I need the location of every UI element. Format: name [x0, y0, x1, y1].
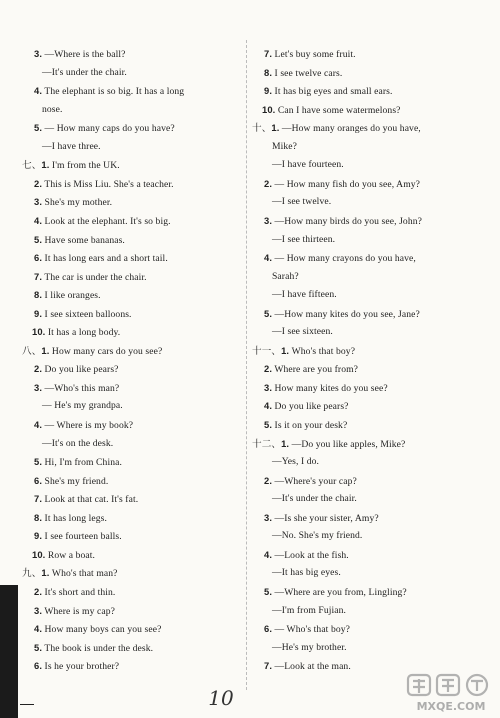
answer-text: —It's under the chair.	[42, 66, 127, 78]
answer-line	[34, 48, 126, 61]
answer-text: — Where is my book?	[42, 420, 134, 431]
answer-text: — He's my grandpa.	[42, 400, 123, 412]
answer-text: It has long legs.	[42, 512, 107, 524]
answer-text: The car is under the chair.	[42, 271, 147, 283]
answer-text: —It's under the chair.	[272, 493, 357, 505]
answer-text: Look at that cat. It's fat.	[42, 494, 139, 506]
answer-text: —Where is the ball?	[42, 49, 126, 60]
question-number: 4.	[264, 400, 273, 412]
answer-line	[42, 104, 62, 116]
question-number: 5.	[264, 307, 273, 319]
answer-line	[264, 382, 388, 395]
answer-line	[264, 85, 392, 98]
answer-line	[22, 159, 120, 172]
answer-text: Who's that man?	[49, 568, 118, 580]
page-number: 10	[208, 686, 234, 710]
answer-line	[262, 104, 401, 117]
answer-line	[42, 67, 127, 79]
answer-text: —It has big eyes.	[272, 567, 341, 579]
answer-line	[34, 475, 108, 488]
scan-edge-shadow	[0, 585, 18, 718]
answer-text: —Is she your sister, Amy?	[272, 512, 379, 524]
question-number: 2.	[34, 585, 43, 597]
question-number: 10.	[262, 103, 276, 115]
answer-text: —How many oranges do you have,	[279, 123, 421, 135]
answer-text: —I have fifteen.	[272, 289, 337, 301]
answer-text: The elephant is so big. It has a long	[42, 86, 185, 98]
answer-text: —It's on the desk.	[42, 437, 114, 449]
answer-line	[264, 549, 349, 562]
answer-line	[272, 196, 331, 208]
question-number: 8.	[34, 289, 43, 301]
question-number: 8.	[34, 511, 43, 523]
answer-text: It has a long body.	[45, 327, 121, 339]
answer-line	[34, 493, 138, 506]
answer-line	[264, 660, 351, 673]
question-number: 1.	[41, 567, 50, 579]
answer-text: —Yes, I do.	[272, 456, 320, 468]
answer-text: I see fourteen balls.	[42, 531, 122, 543]
answer-text: nose.	[42, 103, 63, 115]
section-marker: 八、	[22, 345, 42, 357]
answer-text: I see twelve cars.	[272, 67, 343, 79]
answer-text: —Where are you from, Lingling?	[272, 586, 407, 598]
answer-line	[272, 289, 337, 301]
answer-line	[34, 363, 119, 376]
answer-line	[32, 326, 120, 339]
question-number: 10.	[32, 548, 46, 560]
question-number: 5.	[34, 641, 43, 653]
answer-text: Look at the elephant. It's so big.	[42, 215, 171, 227]
answer-text: She's my friend.	[42, 475, 109, 487]
question-number: 2.	[264, 177, 273, 189]
question-number: 2.	[264, 363, 273, 375]
answer-line	[34, 234, 125, 247]
answer-line	[34, 196, 112, 209]
answer-text: She's my mother.	[42, 197, 113, 209]
answer-line	[34, 623, 161, 636]
answer-text: —Look at the fish.	[272, 549, 349, 561]
answer-line	[42, 400, 123, 412]
question-number: 1.	[271, 122, 280, 134]
question-number: 2.	[34, 177, 43, 189]
answer-text: —I have fourteen.	[272, 159, 344, 171]
answer-text: Can I have some watermelons?	[275, 104, 401, 116]
answer-line	[34, 178, 174, 191]
answer-text: Mike?	[272, 140, 298, 152]
answer-text: The book is under the desk.	[42, 642, 154, 654]
answer-line	[272, 159, 344, 171]
answer-text: —He's my brother.	[272, 641, 347, 653]
question-number: 4.	[34, 623, 43, 635]
question-number: 6.	[264, 623, 273, 635]
answer-text: Where is my cap?	[42, 605, 115, 617]
answer-line	[34, 512, 107, 525]
answer-line	[264, 252, 416, 265]
answer-text: Who's that boy?	[289, 345, 356, 357]
column-divider	[246, 40, 247, 690]
answer-line	[34, 530, 122, 543]
watermark-logo-graphic	[404, 672, 496, 716]
answer-line	[272, 642, 347, 654]
question-number: 5.	[264, 585, 273, 597]
answer-text: Do you like pears?	[272, 401, 349, 413]
answer-line	[264, 512, 379, 525]
answer-line	[272, 530, 362, 542]
answer-line	[22, 345, 162, 358]
answer-text: — How many crayons do you have,	[272, 253, 416, 265]
answer-line	[34, 122, 175, 135]
answer-text: I see sixteen balloons.	[42, 308, 132, 320]
answer-line	[34, 419, 133, 432]
answer-text: —No. She's my friend.	[272, 530, 363, 542]
answer-line	[264, 419, 347, 432]
question-number: 7.	[264, 660, 273, 672]
question-number: 6.	[34, 252, 43, 264]
watermark-logo	[404, 672, 496, 716]
question-number: 3.	[264, 511, 273, 523]
answer-line	[264, 178, 420, 191]
section-marker: 十、	[252, 123, 272, 135]
answer-text: —I'm from Fujian.	[272, 604, 347, 616]
answer-line	[34, 642, 153, 655]
question-number: 7.	[34, 270, 43, 282]
answer-text: This is Miss Liu. She's a teacher.	[42, 178, 174, 190]
answer-line	[34, 252, 168, 265]
answer-text: —I see sixteen.	[272, 326, 333, 338]
section-marker: 七、	[22, 160, 42, 172]
answer-line	[264, 48, 356, 61]
question-number: 3.	[34, 196, 43, 208]
answer-line	[34, 456, 122, 469]
answer-line	[264, 215, 422, 228]
answer-line	[252, 438, 405, 451]
question-number: 1.	[41, 344, 50, 356]
answer-line	[252, 122, 421, 135]
answer-text: I like oranges.	[42, 290, 101, 302]
question-number: 5.	[34, 233, 43, 245]
answer-text: —How many kites do you see, Jane?	[272, 308, 420, 320]
question-number: 6.	[34, 474, 43, 486]
question-number: 3.	[34, 604, 43, 616]
answer-line	[42, 438, 113, 450]
answer-line	[272, 493, 357, 505]
question-number: 9.	[34, 307, 43, 319]
answer-line	[264, 586, 407, 599]
answer-text: Where are you from?	[272, 364, 359, 376]
question-number: 4.	[34, 419, 43, 430]
answer-text: — How many caps do you have?	[42, 123, 175, 135]
answer-text: —I see thirteen.	[272, 233, 336, 245]
answer-line	[42, 141, 101, 153]
question-number: 5.	[264, 419, 273, 430]
answer-line	[264, 67, 342, 80]
watermark-text: MXQE.COM	[416, 700, 486, 713]
answer-line	[22, 567, 118, 580]
answer-text: Row a boat.	[45, 549, 96, 561]
question-number: 4.	[264, 252, 273, 264]
answer-line	[34, 215, 171, 228]
answer-text: —Where's your cap?	[272, 475, 357, 487]
section-marker: 十二、	[252, 438, 282, 450]
question-number: 9.	[34, 530, 43, 542]
answer-line	[272, 605, 346, 617]
answer-text: — Who's that boy?	[272, 624, 350, 636]
answer-text: Let's buy some fruit.	[272, 49, 356, 60]
answer-line	[272, 456, 319, 468]
question-number: 3.	[264, 214, 273, 226]
answer-text: Sarah?	[272, 270, 299, 282]
answer-line	[34, 660, 119, 673]
answer-text: It's short and thin.	[42, 586, 116, 598]
question-number: 10.	[32, 326, 46, 338]
section-marker: 十一、	[252, 345, 282, 357]
answer-line	[252, 345, 355, 358]
question-number: 2.	[264, 474, 273, 486]
answer-text: Hi, I'm from China.	[42, 457, 122, 469]
answer-line	[34, 605, 115, 618]
question-number: 1.	[41, 159, 50, 171]
question-number: 7.	[264, 48, 273, 59]
answer-line	[264, 363, 358, 376]
answer-line	[264, 308, 420, 321]
answer-line	[272, 234, 335, 246]
answer-text: It has big eyes and small ears.	[272, 86, 393, 98]
answer-line	[34, 271, 147, 284]
answer-line	[264, 400, 349, 413]
answer-line	[272, 141, 297, 153]
question-number: 3.	[264, 381, 273, 393]
answer-line	[272, 326, 333, 338]
answer-line	[34, 382, 119, 395]
answer-text: Is it on your desk?	[272, 420, 348, 431]
answer-line	[34, 308, 132, 321]
answer-text: Do you like pears?	[42, 364, 119, 376]
answer-text: —I see twelve.	[272, 196, 332, 208]
answer-text: It has long ears and a short tail.	[42, 253, 168, 265]
answer-line	[264, 623, 350, 636]
answer-text: How many boys can you see?	[42, 624, 162, 636]
question-number: 3.	[34, 381, 43, 393]
scan-edge-mark	[20, 704, 34, 705]
question-number: 7.	[34, 493, 43, 505]
question-number: 5.	[34, 122, 43, 134]
answer-text: —How many birds do you see, John?	[272, 215, 422, 227]
answer-text: How many kites do you see?	[272, 382, 388, 394]
question-number: 5.	[34, 456, 43, 468]
section-marker: 九、	[22, 568, 42, 580]
question-number: 4.	[34, 85, 43, 97]
question-number: 1.	[281, 437, 290, 449]
answer-text: —Look at the man.	[272, 661, 351, 673]
answer-text: Have some bananas.	[42, 234, 125, 246]
answer-text: How many cars do you see?	[49, 345, 163, 357]
question-number: 2.	[34, 363, 43, 375]
answer-line	[272, 567, 341, 579]
answer-text: —Do you like apples, Mike?	[289, 438, 406, 450]
question-number: 4.	[34, 214, 43, 226]
answer-line	[272, 271, 299, 283]
answer-text: Is he your brother?	[42, 661, 120, 673]
question-number: 9.	[264, 85, 273, 97]
answer-line	[34, 85, 184, 98]
question-number: 4.	[264, 548, 273, 560]
answer-line	[34, 289, 101, 302]
answer-line	[34, 586, 115, 599]
answer-line	[32, 549, 95, 562]
question-number: 1.	[281, 344, 290, 356]
question-number: 8.	[264, 66, 273, 78]
answer-line	[264, 475, 357, 488]
answer-text: —Who's this man?	[42, 382, 120, 394]
answer-text: I'm from the UK.	[49, 160, 120, 172]
question-number: 3.	[34, 48, 43, 59]
answer-text: —I have three.	[42, 140, 101, 152]
answer-text: — How many fish do you see, Amy?	[272, 178, 421, 190]
question-number: 6.	[34, 660, 43, 672]
